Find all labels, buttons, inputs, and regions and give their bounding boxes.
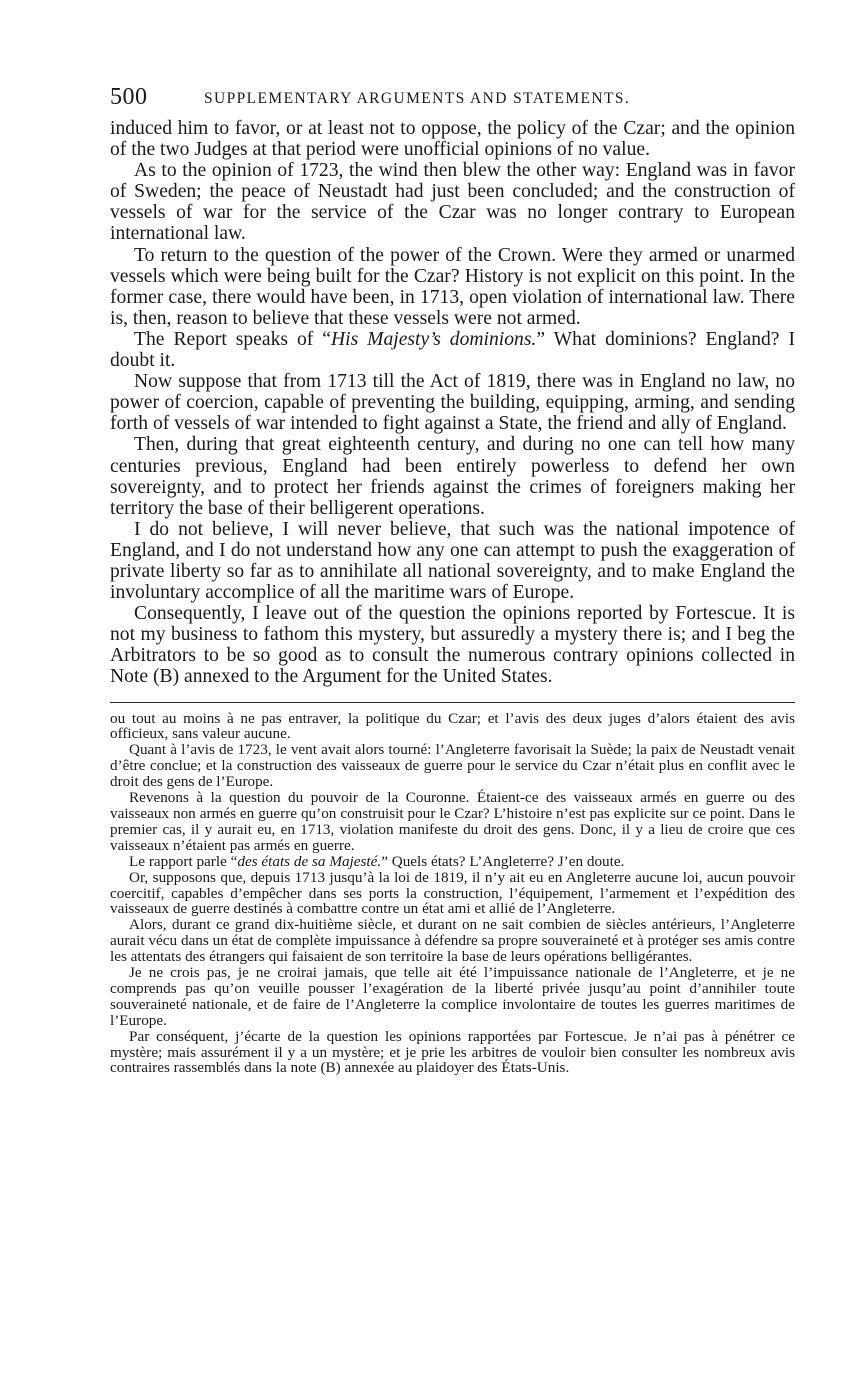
french-paragraph-7: Je ne crois pas, je ne croirai jamais, que telle ait été l’impuissance nationale de l’Angleterre, et je ne comprends pas qu’on veuille pousser l’exagération de la liberté privée jusqu’au point d’annihiler toute souveraineté nationale, et de faire de l’Angleterre la complice involontaire de toutes les guerres maritimes de l’Europe. [110,964,795,1029]
english-paragraph-2: As to the opinion of 1723, the wind then blew the other way: England was in favor of Sweden; the peace of Neustadt had just been concluded; and the construction of vessels of war for the service of the Czar was no longer contrary to European international law. [110,160,795,245]
french-p4-tail: ” Quels états? L’Angleterre? J’en doute. [381,852,625,870]
english-paragraph-3: To return to the question of the power of the Crown. Were they armed or unarmed vessels which were being built for the Czar? History is not explicit on this point. In the former case, there would have been, in 1713, open violation of international law. There is, then, reason to believe that these vessels were not armed. [110,244,795,329]
french-paragraph-6: Alors, durant ce grand dix-huitième siècle, et durant on ne sait combien de siècles antérieurs, l’Angleterre aurait vécu dans un état de complète impuissance à défendre sa propre souveraineté et à protéger ses amis contre les attentats des étrangers qui faisaient de son territoire la base de leurs opérations belligérantes. [110,916,795,966]
french-paragraph-8: Par conséquent, j’écarte de la question les opinions rapportées par Fortescue. Je n’ai pas à pénétrer ce mystère; mais assurément il y a un mystère; et je prie les arbitres de vouloir bien consulter les nombreux avis contraires rassemblés dans la note (B) annexée au plaidoyer des États-Unis. [110,1027,795,1077]
running-title: SUPPLEMENTARY ARGUMENTS AND STATEMENTS. [204,90,631,107]
english-text [110,118,795,688]
english-p4-quote: His Majesty’s dominions. [330,328,537,350]
english-paragraph-6: Then, during that great eighteenth century, and during no one can tell how many centuries previous, England had been entirely powerless to defend her own sovereignty, and to protect her friends against the crimes of foreigners making her territory the base of their belligerent operations. [110,434,795,519]
english-paragraph-5: Now suppose that from 1713 till the Act of 1819, there was in England no law, no power of coercion, capable of preventing the building, equipping, arming, and sending forth of vessels of war intended to fight against a State, the friend and ally of England. [110,371,795,435]
english-p4-tail: ” What dominions? England? I doubt it. [110,328,795,372]
english-paragraph-8: Consequently, I leave out of the question the opinions reported by Fortescue. It is not my business to fathom this mystery, but assuredly a mystery there is; and I beg the Arbitrators to be so good as to consult the numerous contrary opinions collected in Note (B) annexed to the Argument for the United States. [110,603,795,688]
english-paragraph-7: I do not believe, I will never believe, that such was the national impotence of England, and I do not understand how any one can attempt to push the exaggeration of private liberty so far as to annihilate all national sovereignty, and to make England the involuntary accomplice of all the maritime wars of Europe. [110,518,795,604]
french-paragraph-4 [110,854,795,870]
french-paragraph-1: ou tout au moins à ne pas entraver, la politique du Czar; et l’avis des deux juges d’alors étaient des avis officieux, sans valeur aucune. [110,709,795,743]
french-paragraph-5: Or, supposons que, depuis 1713 jusqu’à la loi de 1819, il n’y ait eu en Angleterre aucune loi, aucun pouvoir coercitif, capables d’empêcher dans ses ports la construction, l’équipement, l’armement et l’expédition des vaisseaux de guerre destinés à combattre contre un état ami et allié de l’Angleterre. [110,868,795,918]
english-paragraph-4 [110,329,795,371]
english-p4-lead: The Report speaks of “ [134,328,331,350]
section-divider [110,702,795,703]
french-p4-lead: Le rapport parle “ [129,852,238,870]
french-text [110,711,795,1077]
french-p4-quote: des états de sa Majesté. [237,852,382,870]
page-header [110,84,795,118]
english-paragraph-1: induced him to favor, or at least not to oppose, the policy of the Czar; and the opinion of the two Judges at that period were unofficial opinions of no value. [110,118,795,161]
french-paragraph-3: Revenons à la question du pouvoir de la Couronne. Étaient-ce des vaisseaux armés en guerre ou des vaisseaux non armés en guerre qu’on construisit pour le Czar? L’histoire n’est pas explicite sur ce point. Dans le premier cas, il y aurait eu, en 1713, violation manifeste du droit des gens. Donc, il y a lieu de croire que ces vaisseaux n’étaient pas armés en guerre. [110,789,795,854]
french-paragraph-2: Quant à l’avis de 1723, le vent avait alors tourné: l’Angleterre favorisait la Suède; la paix de Neustadt venait d’être conclue; et la construction des vaisseaux de guerre pour le service du Czar n’était plus en conflit avec le droit des gens de l’Europe. [110,741,795,791]
book-page [110,84,795,1076]
page-number: 500 [110,84,148,110]
